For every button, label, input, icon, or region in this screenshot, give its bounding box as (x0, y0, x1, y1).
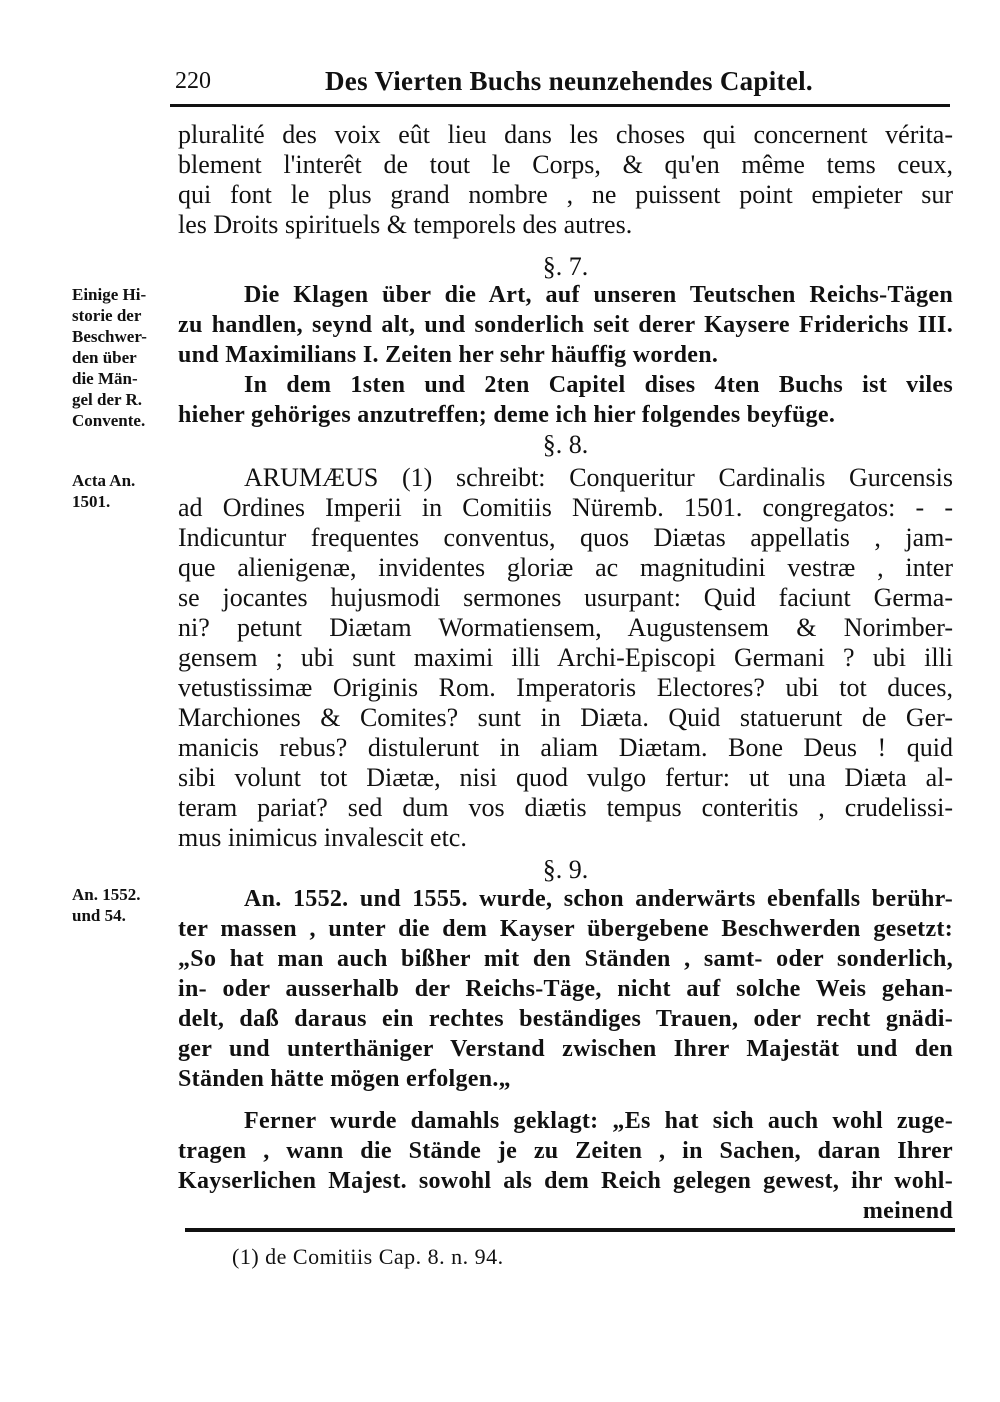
footnote: (1) de Comitiis Cap. 8. n. 94. (232, 1244, 504, 1269)
running-title: Des Vierten Buchs neunzehendes Capitel. (325, 66, 813, 96)
text-line: zu handlen, seynd alt, und sonderlich seit derer Kaysere Friderichs III. (178, 312, 953, 338)
margin-line: Acta An. (72, 471, 136, 490)
margin-line: Convente. (72, 411, 146, 430)
text-line: delt, daß daraus ein rechtes beständiges Trauen, oder recht gnädi- (178, 1006, 953, 1032)
text-line: les Droits spirituels & temporels des autres. (178, 210, 633, 239)
margin-line: storie der (72, 306, 142, 325)
text-line: ter massen , unter die dem Kayser übergebene Beschwerden gesetzt: (178, 916, 953, 942)
section-9-paragraph (178, 884, 953, 1094)
margin-line: Beschwer- (72, 327, 147, 346)
margin-line: und 54. (72, 906, 126, 925)
ferner-paragraph (178, 1106, 953, 1226)
text-line: gensem ; ubi sunt maximi illi Archi-Episcopi Germani ? ubi illi (178, 643, 953, 672)
text-line: qui font le plus grand nombre , ne puissent point empieter sur (178, 180, 953, 209)
margin-note-acta (72, 470, 180, 512)
text-line: ger und unterthäniger Verstand zwischen Ihrer Majestät und den (178, 1036, 953, 1062)
text-line: sibi volunt tot Diætæ, nisi quod vulgo fertur: ut una Diæta al- (178, 763, 953, 792)
margin-line: Einige Hi- (72, 285, 147, 304)
section-7-paragraph (178, 280, 953, 430)
text-line: vetustissimæ Originis Rom. Imperatoris Electores? ubi tot duces, (178, 673, 953, 702)
text-line: se jocantes hujusmodi sermones usurpant: Quid faciunt Germa- (178, 583, 953, 612)
section-heading-7: §. 7. (542, 252, 589, 281)
text-line: hieher gehöriges anzutreffen; deme ich hier folgendes beyfüge. (178, 402, 836, 428)
margin-line: An. 1552. (72, 885, 141, 904)
text-line: pluralité des voix eût lieu dans les choses qui concernent vérita- (178, 120, 953, 149)
footnote-rule (185, 1228, 955, 1232)
text-line: Indicuntur frequentes conventus, quos Diætas appellatis , jam- (178, 523, 953, 552)
text-line: que alienigenæ, invidentes gloriæ ac magnitudini vestræ , inter (178, 553, 953, 582)
text-line: An. 1552. und 1555. wurde, schon anderwärts ebenfalls berühr- (244, 886, 953, 912)
margin-line: die Män- (72, 369, 138, 388)
text-line: blement l'interêt de tout le Corps, & qu'en même tems ceux, (178, 150, 953, 179)
text-line: ARUMÆUS (1) schreibt: Conqueritur Cardinalis Gurcensis (244, 463, 953, 492)
text-line: Ständen hätte mögen erfolgen.„ (178, 1066, 511, 1092)
margin-note-history (72, 284, 180, 431)
section-heading-9: §. 9. (542, 855, 589, 884)
text-line: „So hat man auch bißher mit den Ständen , samt- oder sonderlich, (178, 946, 953, 972)
margin-note-years (72, 884, 180, 926)
text-line: Die Klagen über die Art, auf unseren Teutschen Reichs-Tägen (244, 282, 953, 308)
margin-line: den über (72, 348, 137, 367)
section-heading-8: §. 8. (542, 430, 589, 459)
text-line: teram pariat? sed dum vos diætis tempus conteritis , crudelissi- (178, 793, 953, 822)
catchword: meinend (862, 1198, 953, 1224)
text-line: ni? petunt Diætam Wormatiensem, Augustensem & Norimber- (178, 613, 953, 642)
section-8-paragraph (178, 463, 953, 853)
page-number: 220 (175, 68, 211, 94)
page-header (175, 66, 950, 100)
text-line: tragen , wann die Stände je zu Zeiten , in Sachen, daran Ihrer (178, 1138, 953, 1164)
text-line: mus inimicus invalescit etc. (178, 823, 467, 852)
text-line: Marchiones & Comites? sunt in Diæta. Quid statuerunt de Ger- (178, 703, 953, 732)
margin-line: gel der R. (72, 390, 143, 409)
text-line: und Maximilians I. Zeiten her sehr häuffig worden. (178, 342, 719, 368)
text-line: ad Ordines Imperii in Comitiis Nüremb. 1501. congregatos: - - (178, 493, 953, 522)
text-line: In dem 1sten und 2ten Capitel dises 4ten Buchs ist viles (244, 372, 953, 398)
text-line: manicis rebus? distulerunt in aliam Diætam. Bone Deus ! quid (178, 733, 953, 762)
header-rule (170, 104, 950, 107)
french-paragraph (178, 120, 953, 240)
margin-line: 1501. (72, 492, 111, 511)
text-line: in- oder ausserhalb der Reichs-Täge, nicht auf solche Weis gehan- (178, 976, 953, 1002)
text-line: Ferner wurde damahls geklagt: „Es hat sich auch wohl zuge- (244, 1108, 953, 1134)
text-line: Kayserlichen Majest. sowohl als dem Reich gelegen gewest, ihr wohl- (178, 1168, 953, 1194)
